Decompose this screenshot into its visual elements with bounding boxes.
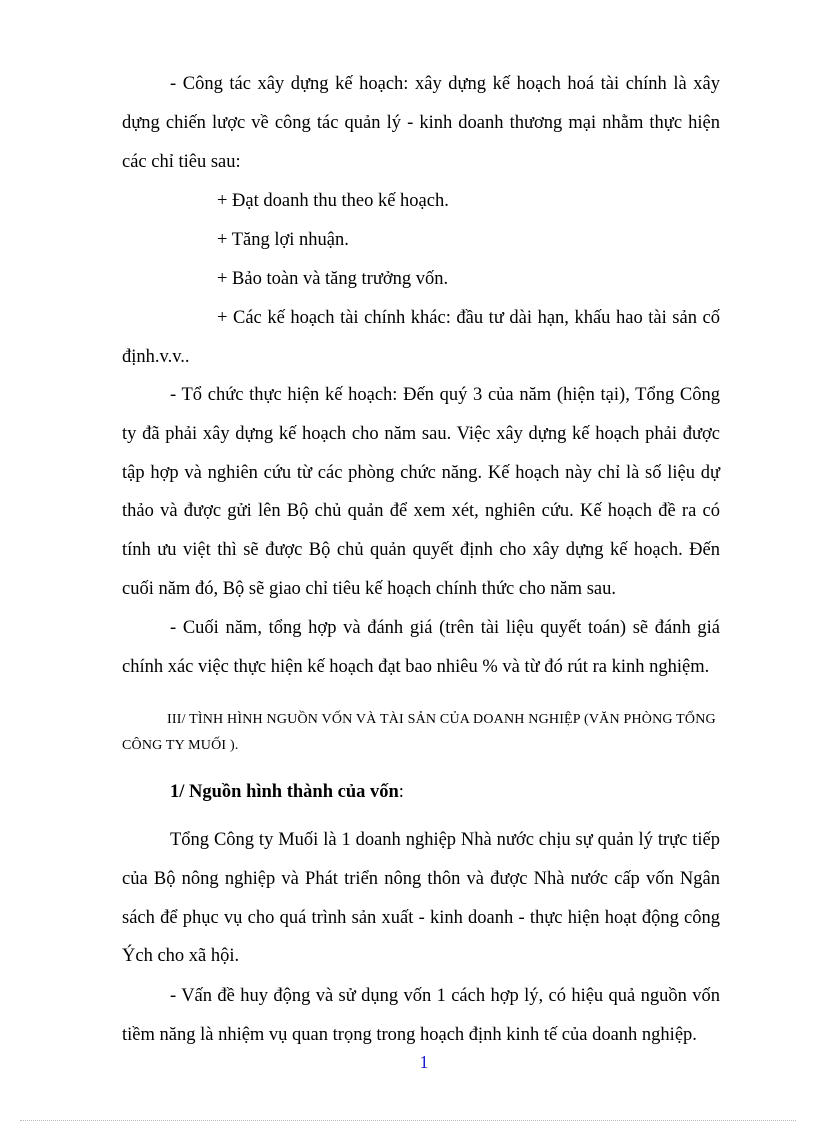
paragraph-implementation: - Tổ chức thực hiện kế hoạch: Đến quý 3 của năm (hiện tại), Tổng Công ty đã phải xây dựng kế hoạch cho năm sau. Việc xây dựng kế hoạch phải được tập hợp và nghiên cứu từ các phòng chức năng. Kế hoạch này chỉ là số liệu dự thảo và được gửi lên Bộ chủ quản để xem xét, nghiên cứu. Kế hoạch đề ra có tính ưu việt thì sẽ được Bộ chủ quản quyết định cho xây dựng kế hoạch. Đến cuối năm đó, Bộ sẽ giao chỉ tiêu kế hoạch chính thức cho năm sau. <box>122 385 720 599</box>
bullet-profit: + Tăng lợi nhuận. <box>217 230 349 250</box>
paragraph-company: Tổng Công ty Muối là 1 doanh nghiệp Nhà nước chịu sự quản lý trực tiếp của Bộ nông nghiệp và Phát triển nông thôn và được Nhà nước cấp vốn Ngân sách để phục vụ cho quá trình sản xuất - kinh doanh - thực hiện hoạt động công Ých cho xã hội. <box>122 830 720 967</box>
subheading-colon: : <box>398 782 404 802</box>
bullet-other-plans: + Các kế hoạch tài chính khác: đầu tư dài hạn, khấu hao tài sản cố định.v.v.. <box>122 308 720 367</box>
paragraph-capital-use: - Vấn đề huy động và sử dụng vốn 1 cách hợp lý, có hiệu quả nguồn vốn tiềm năng là nhiệm vụ quan trọng trong hoạch định kinh tế của doanh nghiệp. <box>122 986 720 1045</box>
subheading-capital-source <box>170 779 404 805</box>
page-number: 1 <box>419 1052 429 1072</box>
paragraph-year-end: - Cuối năm, tổng hợp và đánh giá (trên tài liệu quyết toán) sẽ đánh giá chính xác việc thực hiện kế hoạch đạt bao nhiêu % và từ đó rút ra kinh nghiệm. <box>122 618 720 677</box>
page-bottom-divider <box>20 1120 796 1121</box>
bullet-capital: + Bảo toàn và tăng trưởng vốn. <box>217 269 449 289</box>
subheading-text: 1/ Nguồn hình thành của vốn <box>170 782 399 802</box>
paragraph-planning: - Công tác xây dựng kế hoạch: xây dựng kế hoạch hoá tài chính là xây dựng chiến lược về công tác quản lý - kinh doanh thương mại nhằm thực hiện các chỉ tiêu sau: <box>122 74 720 172</box>
bullet-revenue: + Đạt doanh thu theo kế hoạch. <box>217 191 449 211</box>
section-title: III/ TÌNH HÌNH NGUỒN VỐN VÀ TÀI SẢN CỦA DOANH NGHIỆP (VĂN PHÒNG TỔNG CÔNG TY MUỐI ). <box>122 712 716 753</box>
